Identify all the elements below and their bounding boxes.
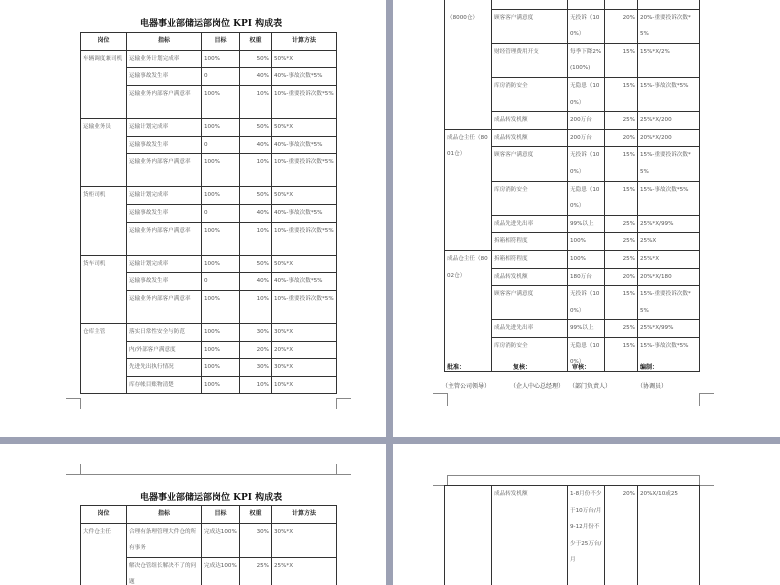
margin-mark: [336, 398, 351, 409]
method-cell: 25%*X/99%: [638, 215, 700, 233]
indicator-cell: 成品转发机额: [492, 486, 568, 585]
post-cell: 成品仓主任（8001仓）: [445, 129, 492, 250]
weight-cell: 25%: [240, 557, 272, 585]
method-cell: 15%-重要投诉次数*5%: [638, 147, 700, 181]
indicator-cell: 解决仓管组长解决不了的问题: [127, 557, 202, 585]
weight-cell: 30%: [240, 359, 272, 377]
signature-label: 批准：: [447, 364, 466, 371]
header-weight: 权重: [240, 33, 272, 51]
method-cell: 50%*X: [272, 255, 337, 273]
indicator-cell: 运输业务内部客户满意率: [127, 85, 202, 118]
method-cell: 30%*X: [272, 523, 337, 557]
indicator-cell: 先进先出执行情况: [127, 359, 202, 377]
target-cell: 无投诉（100%）: [568, 147, 605, 181]
method-cell: 10%-重要投诉次数*5%: [272, 154, 337, 187]
method-cell: 40%-事故次数*5%: [272, 68, 337, 86]
target-cell: 180万台: [568, 268, 605, 286]
method-cell: 25%*X/99%: [638, 320, 700, 338]
margin-mark: [336, 464, 351, 475]
table-row: [81, 50, 337, 68]
target-cell: 无投诉（100%）: [568, 9, 605, 43]
target-cell: 99%以上: [568, 215, 605, 233]
signature-role: （主管公司领导）: [442, 383, 491, 390]
target-cell: 0: [202, 68, 240, 86]
indicator-cell: 落实日常性安全与防范: [127, 324, 202, 342]
target-cell: 100%: [202, 255, 240, 273]
target-cell: 200万台: [568, 112, 605, 130]
table-row: [81, 187, 337, 205]
target-cell: 100%: [202, 290, 240, 323]
post-cell: 成品仓主任（8002仓）: [445, 250, 492, 371]
method-cell: 10%-重要投诉次数*5%: [272, 222, 337, 255]
method-cell: 20%-重要投诉次数*5%: [638, 9, 700, 43]
indicator-cell: 运输业务内部客户满意率: [127, 222, 202, 255]
kpi-table: [444, 0, 700, 372]
indicator-cell: 库存帐目账物清楚: [127, 376, 202, 394]
margin-mark: [433, 393, 448, 406]
weight-cell: 40%: [240, 136, 272, 154]
weight-cell: 25%: [605, 233, 638, 251]
post-cell: 仓库主管: [81, 324, 127, 394]
indicator-cell: 拆箱相符程度: [492, 250, 568, 268]
method-cell: 20%*X/200: [638, 129, 700, 147]
method-cell: 20%X/10或25: [638, 486, 700, 585]
target-cell: 100%: [202, 85, 240, 118]
weight-cell: 20%: [605, 268, 638, 286]
indicator-cell: 内/外部客户满意度: [127, 341, 202, 359]
header-weight: 权重: [240, 506, 272, 524]
kpi-table: [80, 505, 337, 585]
method-cell: 40%-事故次数*5%: [272, 136, 337, 154]
indicator-cell: 运输事故发生率: [127, 68, 202, 86]
target-cell: 0: [202, 273, 240, 291]
method-cell: 15%-重要投诉次数*5%: [638, 286, 700, 320]
margin-mark: [699, 393, 714, 406]
target-cell: 0: [202, 204, 240, 222]
signature-role: （协调员）: [637, 383, 668, 390]
target-cell: 无隐患（100%）: [568, 77, 605, 111]
indicator-cell: 运输事故发生率: [127, 273, 202, 291]
method-cell: 25%X: [638, 233, 700, 251]
signature-role: （部门负责人）: [569, 383, 612, 390]
weight-cell: 10%: [240, 154, 272, 187]
signature-label: 审核：: [572, 364, 591, 371]
weight-cell: 50%: [240, 50, 272, 68]
table-row: [81, 523, 337, 557]
table-row: [445, 0, 700, 9]
margin-mark: [66, 398, 81, 409]
target-cell: 100%: [202, 324, 240, 342]
table-row: [81, 255, 337, 273]
indicator-cell: 成品转发机额: [492, 112, 568, 130]
target-cell: 无隐患（100%）: [568, 181, 605, 215]
indicator-cell: 运输计划完成率: [127, 255, 202, 273]
margin-mark: [699, 475, 714, 486]
indicator-cell: 财经管理费用开支: [492, 43, 568, 77]
weight-cell: 20%: [605, 486, 638, 585]
indicator-cell: 运输业务内部客户满意率: [127, 154, 202, 187]
header-target: 目标: [202, 33, 240, 51]
indicator-cell: [492, 0, 568, 9]
margin-mark: [66, 464, 81, 475]
method-cell: 50%*X: [272, 187, 337, 205]
table-row: [445, 486, 700, 585]
header-post: 岗位: [81, 33, 127, 51]
target-cell: 无隐患（100%）: [568, 337, 605, 371]
header-post: 岗位: [81, 506, 127, 524]
method-cell: 10%-重要投诉次数*5%: [272, 85, 337, 118]
page-3: [0, 444, 386, 585]
header-target: 目标: [202, 506, 240, 524]
method-cell: 30%*X: [272, 359, 337, 377]
method-cell: 15%*X/2%: [638, 43, 700, 77]
table-row: [445, 129, 700, 147]
target-cell: 100%: [202, 154, 240, 187]
post-cell: [445, 486, 492, 585]
indicator-cell: 成品先进先出率: [492, 215, 568, 233]
indicator-cell: 顾客客户满意度: [492, 9, 568, 43]
weight-cell: 10%: [240, 222, 272, 255]
weight-cell: 40%: [240, 273, 272, 291]
target-cell: [568, 0, 605, 9]
kpi-table: [80, 32, 337, 394]
table-row: [445, 250, 700, 268]
method-cell: 40%-事故次数*5%: [272, 204, 337, 222]
page-1: [0, 0, 386, 437]
method-cell: 15%-事故次数*5%: [638, 77, 700, 111]
weight-cell: 15%: [605, 286, 638, 320]
weight-cell: 50%: [240, 255, 272, 273]
target-cell: 完成达100%: [202, 523, 240, 557]
weight-cell: 25%: [605, 112, 638, 130]
weight-cell: 15%: [605, 147, 638, 181]
weight-cell: 10%: [240, 376, 272, 394]
weight-cell: 30%: [240, 523, 272, 557]
weight-cell: 20%: [605, 129, 638, 147]
page-2: [393, 0, 780, 437]
header-indicator: 指标: [127, 506, 202, 524]
weight-cell: 25%: [605, 250, 638, 268]
method-cell: 50%*X: [272, 50, 337, 68]
target-cell: 1-8月份不少于10万台/月 9-12月份不少于25万台/月: [568, 486, 605, 585]
post-cell: 货车司机: [81, 255, 127, 323]
target-cell: 100%: [202, 376, 240, 394]
weight-cell: 10%: [240, 85, 272, 118]
weight-cell: 20%: [605, 9, 638, 43]
weight-cell: 10%: [240, 290, 272, 323]
weight-cell: 50%: [240, 118, 272, 136]
method-cell: 15%-事故次数*5%: [638, 181, 700, 215]
header-method: 计算方法: [272, 33, 337, 51]
page-title: 电器事业部储运部岗位 KPI 构成表: [140, 493, 283, 503]
weight-cell: 40%: [240, 204, 272, 222]
target-cell: 100%: [202, 222, 240, 255]
method-cell: 20%*X/180: [638, 268, 700, 286]
post-cell: （8000仓）: [445, 0, 492, 129]
weight-cell: 20%: [240, 341, 272, 359]
target-cell: 100%: [568, 233, 605, 251]
target-cell: 99%以上: [568, 320, 605, 338]
margin-mark: [80, 474, 336, 475]
indicator-cell: 运输业务计划完成率: [127, 50, 202, 68]
indicator-cell: 成品先进先出率: [492, 320, 568, 338]
method-cell: 10%-重要投诉次数*5%: [272, 290, 337, 323]
post-cell: 运输业务员: [81, 118, 127, 186]
target-cell: 100%: [202, 341, 240, 359]
target-cell: 0: [202, 136, 240, 154]
indicator-cell: 运输业务内部客户满意率: [127, 290, 202, 323]
table-header-row: [81, 506, 337, 524]
table-row: [81, 324, 337, 342]
signature-label: 复核：: [513, 364, 532, 371]
weight-cell: [605, 0, 638, 9]
indicator-cell: 拆箱相符程度: [492, 233, 568, 251]
target-cell: 100%: [202, 118, 240, 136]
signature-role: （企人中心总经理）: [510, 383, 565, 390]
indicator-cell: 运输计划完成率: [127, 187, 202, 205]
page-title: 电器事业部储运部岗位 KPI 构成表: [140, 19, 283, 29]
weight-cell: 15%: [605, 337, 638, 371]
indicator-cell: 成品转发机额: [492, 129, 568, 147]
indicator-cell: 合理有条理管理大件仓的所有事务: [127, 523, 202, 557]
post-cell: 车辆调度兼司机: [81, 50, 127, 118]
indicator-cell: 库房消防安全: [492, 181, 568, 215]
weight-cell: 50%: [240, 187, 272, 205]
method-cell: 10%*X: [272, 376, 337, 394]
target-cell: 100%: [568, 250, 605, 268]
target-cell: 完成达100%: [202, 557, 240, 585]
target-cell: 100%: [202, 359, 240, 377]
target-cell: 无投诉（100%）: [568, 286, 605, 320]
weight-cell: 15%: [605, 43, 638, 77]
table-row: [81, 118, 337, 136]
indicator-cell: 顾客客户满意度: [492, 147, 568, 181]
indicator-cell: 顾客客户满意度: [492, 286, 568, 320]
method-cell: 40%-事故次数*5%: [272, 273, 337, 291]
post-cell: 大件仓主任: [81, 523, 127, 585]
post-cell: 货柜司机: [81, 187, 127, 255]
weight-cell: 40%: [240, 68, 272, 86]
indicator-cell: 运输事故发生率: [127, 136, 202, 154]
method-cell: [638, 0, 700, 9]
indicator-cell: 成品转发机额: [492, 268, 568, 286]
page-4: [393, 444, 780, 585]
method-cell: 25%*X/200: [638, 112, 700, 130]
method-cell: 50%*X: [272, 118, 337, 136]
target-cell: 100%: [202, 187, 240, 205]
indicator-cell: 运输事故发生率: [127, 204, 202, 222]
method-cell: 15%-事故次数*5%: [638, 337, 700, 371]
method-cell: 20%*X: [272, 341, 337, 359]
weight-cell: 15%: [605, 77, 638, 111]
indicator-cell: 库房消防安全: [492, 337, 568, 371]
weight-cell: 25%: [605, 215, 638, 233]
indicator-cell: 库房消防安全: [492, 77, 568, 111]
header-indicator: 指标: [127, 33, 202, 51]
weight-cell: 30%: [240, 324, 272, 342]
indicator-cell: 运输计划完成率: [127, 118, 202, 136]
method-cell: 25%*X: [272, 557, 337, 585]
target-cell: 200万台: [568, 129, 605, 147]
target-cell: 每季下降2%(100%): [568, 43, 605, 77]
method-cell: 25%*X: [638, 250, 700, 268]
target-cell: 100%: [202, 50, 240, 68]
weight-cell: 25%: [605, 320, 638, 338]
signature-label: 编制：: [640, 364, 659, 371]
header-method: 计算方法: [272, 506, 337, 524]
weight-cell: 15%: [605, 181, 638, 215]
table-header-row: [81, 33, 337, 51]
kpi-table: [444, 485, 700, 585]
method-cell: 30%*X: [272, 324, 337, 342]
